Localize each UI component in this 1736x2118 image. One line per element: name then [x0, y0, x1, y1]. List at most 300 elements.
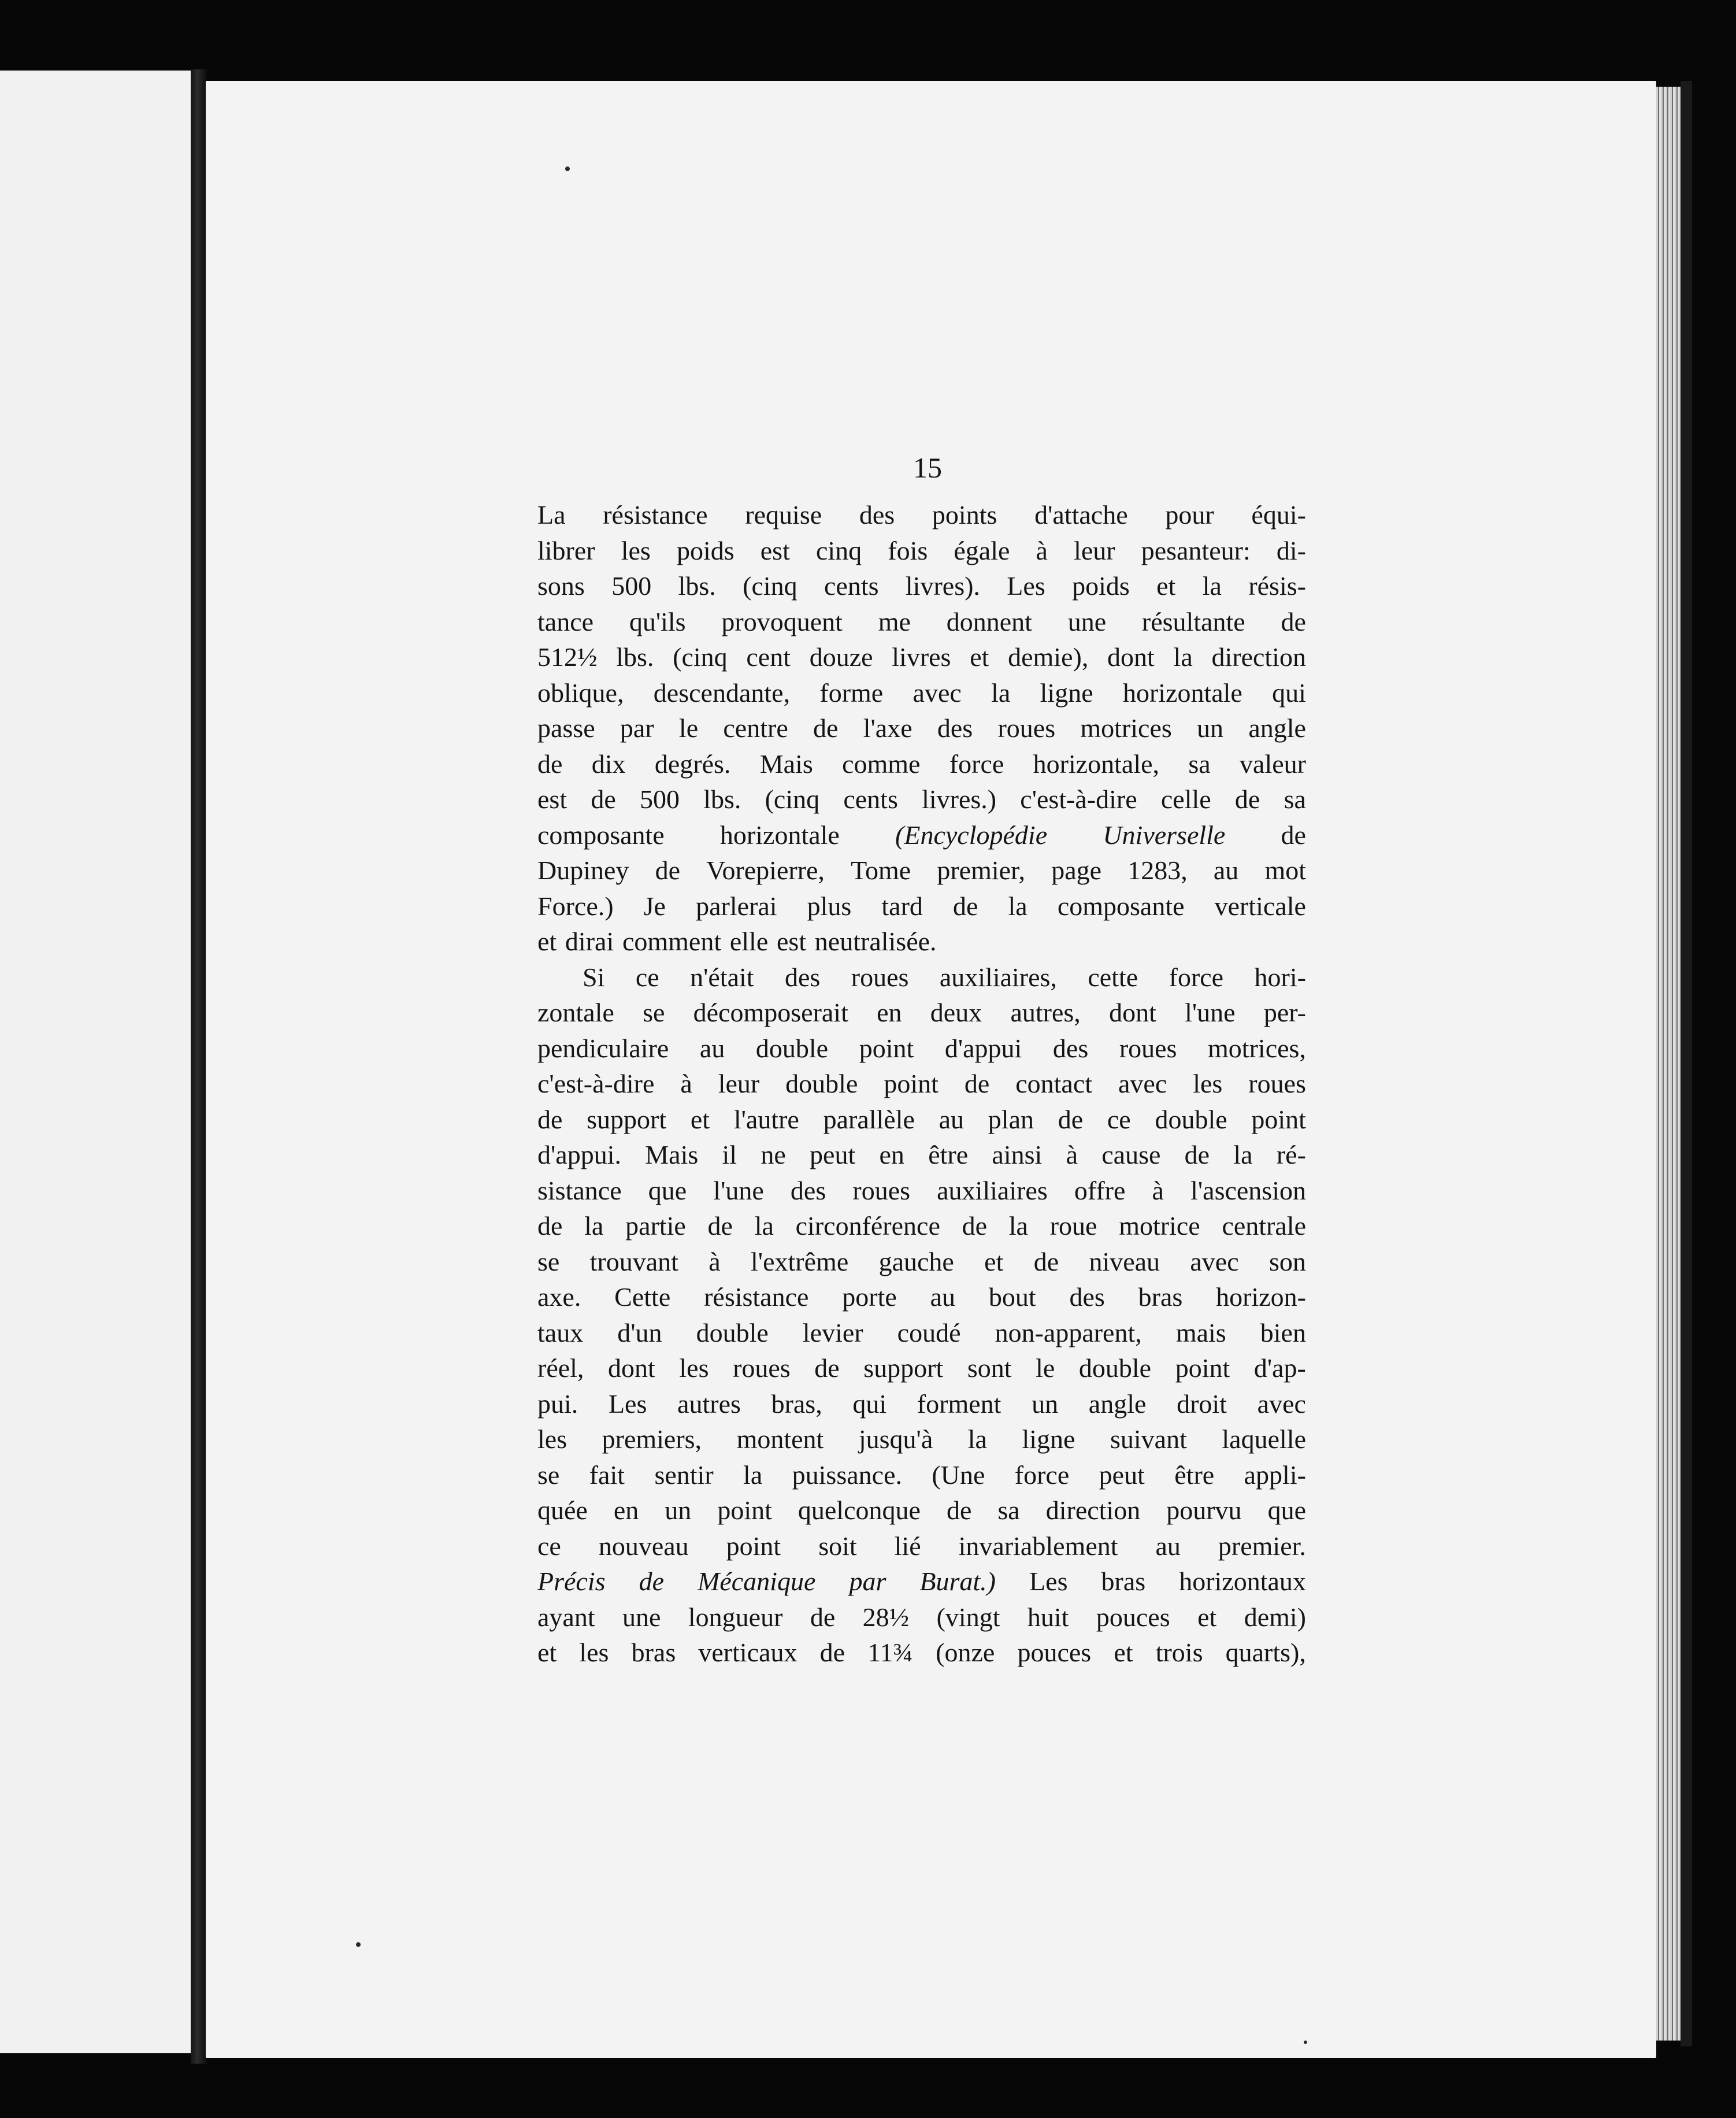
- word: de: [953, 891, 978, 921]
- word: porte: [842, 1282, 897, 1312]
- word: double: [696, 1317, 769, 1347]
- word: premiers,: [602, 1424, 702, 1454]
- word: Mais: [645, 1140, 699, 1169]
- text-line: [537, 746, 1306, 782]
- word: lié: [894, 1531, 921, 1561]
- word: double: [785, 1069, 858, 1098]
- word: direction: [1211, 642, 1306, 672]
- word: qui: [852, 1388, 887, 1419]
- word: oblique,: [537, 677, 624, 708]
- text-line: [537, 1564, 1306, 1599]
- word: roues: [852, 1175, 911, 1205]
- text-line: [537, 1421, 1306, 1457]
- word: coudé: [897, 1317, 961, 1347]
- word: bout: [988, 1282, 1036, 1312]
- word: des: [1052, 1033, 1089, 1063]
- word: huit: [1027, 1602, 1069, 1632]
- word: 500: [611, 571, 652, 601]
- word: horizontale: [719, 820, 840, 850]
- word: donnent: [946, 606, 1032, 636]
- word: gauche: [878, 1246, 954, 1276]
- word: douze: [809, 642, 873, 672]
- word: jusqu'à: [858, 1424, 933, 1454]
- word: qui: [1272, 677, 1306, 708]
- word: trois: [1155, 1638, 1203, 1667]
- word: des: [937, 713, 973, 743]
- word: c'est-à-dire: [1020, 784, 1137, 814]
- word: et: [1197, 1602, 1217, 1632]
- word: horizontale: [1122, 677, 1242, 708]
- paper-speck: [1304, 2041, 1307, 2044]
- word: cinq: [815, 535, 862, 565]
- word: un: [665, 1495, 692, 1525]
- word: quelconque: [797, 1495, 921, 1525]
- word: bien: [1260, 1317, 1306, 1347]
- word: Précis: [537, 1567, 606, 1596]
- text-line: [537, 924, 1306, 960]
- word: les: [1193, 1069, 1223, 1098]
- word: centrale: [1222, 1211, 1306, 1241]
- word: auxiliaires: [937, 1175, 1048, 1205]
- word: 512½: [537, 642, 598, 672]
- word: de: [946, 1495, 972, 1525]
- word: de: [810, 1602, 836, 1632]
- word: Cette: [614, 1282, 671, 1312]
- word: tard: [881, 891, 923, 921]
- text-line: [537, 1279, 1306, 1315]
- word: et: [537, 927, 557, 956]
- word: à: [1036, 535, 1048, 565]
- word: montent: [736, 1424, 824, 1454]
- word: descendante,: [653, 677, 791, 708]
- word: les: [537, 1424, 567, 1454]
- word: bras: [1101, 1567, 1146, 1596]
- word: levier: [802, 1317, 863, 1347]
- word: angle: [1248, 713, 1306, 743]
- paper-speck: [356, 1942, 361, 1947]
- word: cents: [824, 571, 879, 601]
- word: égale: [954, 535, 1010, 565]
- word: me: [878, 606, 911, 636]
- word: sont: [967, 1353, 1012, 1383]
- word: cents: [843, 784, 898, 814]
- word: la: [1008, 1211, 1028, 1241]
- word: per-: [1263, 998, 1306, 1027]
- word: celle: [1160, 784, 1211, 814]
- word: et: [1114, 1638, 1133, 1667]
- word: roue: [1049, 1211, 1097, 1241]
- word: l'autre: [733, 1104, 799, 1134]
- word: horizon-: [1216, 1282, 1306, 1312]
- word: sentir: [654, 1460, 714, 1490]
- word: composante: [537, 820, 665, 850]
- word: roues: [1119, 1033, 1177, 1063]
- word: dirai: [565, 927, 614, 956]
- text-line: [537, 782, 1306, 817]
- word: qu'ils: [629, 606, 686, 636]
- word: un: [1197, 713, 1224, 743]
- text-line: [537, 1457, 1306, 1493]
- word: pour: [1165, 500, 1214, 530]
- word: pourvu: [1166, 1495, 1242, 1525]
- text-line: [537, 1350, 1306, 1386]
- word: dix: [591, 749, 626, 779]
- word: n'était: [690, 962, 754, 992]
- word: verticale: [1214, 891, 1306, 921]
- word: roues: [851, 962, 909, 992]
- text-line: [537, 817, 1306, 853]
- word: point: [884, 1069, 939, 1098]
- word: à: [1066, 1140, 1078, 1169]
- word: invariablement: [958, 1531, 1118, 1561]
- word: non-apparent,: [995, 1317, 1142, 1347]
- word: que: [648, 1175, 687, 1205]
- word: au: [1213, 856, 1239, 885]
- word: les: [579, 1638, 609, 1667]
- word: se: [643, 998, 665, 1027]
- word: mot: [1264, 856, 1306, 885]
- word: point: [1175, 1353, 1230, 1383]
- word: (cinq: [673, 642, 728, 672]
- word: forme: [819, 677, 884, 708]
- word: 11¾: [867, 1638, 914, 1667]
- word: zontale: [537, 998, 614, 1027]
- word: de: [1184, 1140, 1210, 1169]
- word: Universelle: [1103, 820, 1226, 850]
- word: être: [928, 1140, 969, 1169]
- word: résis-: [1248, 571, 1306, 601]
- word: la: [754, 1211, 774, 1241]
- text-line: [537, 568, 1306, 604]
- text-line: [537, 960, 1306, 995]
- word: résistance: [704, 1282, 809, 1312]
- word: provoquent: [721, 606, 843, 636]
- word: verticaux: [698, 1638, 797, 1667]
- paragraph: [537, 497, 1306, 960]
- word: de: [1234, 784, 1260, 814]
- word: l'une: [1185, 998, 1236, 1027]
- word: droit: [1177, 1388, 1227, 1419]
- word: cent: [746, 642, 791, 672]
- word: un: [1032, 1388, 1059, 1419]
- word: d'ap-: [1253, 1353, 1306, 1383]
- paper-speck: [565, 166, 570, 171]
- word: cette: [1088, 962, 1138, 992]
- word: horizontale,: [1033, 749, 1160, 779]
- word: (onze: [936, 1638, 995, 1667]
- word: leur: [718, 1069, 760, 1098]
- word: cause: [1101, 1140, 1161, 1169]
- word: elle: [729, 927, 769, 956]
- word: roues: [733, 1353, 791, 1383]
- word: hori-: [1254, 962, 1306, 992]
- word: degrés.: [654, 749, 731, 779]
- word: de: [537, 1211, 563, 1241]
- word: peut: [1099, 1460, 1145, 1490]
- word: avec: [1118, 1069, 1167, 1098]
- word: requise: [745, 500, 822, 530]
- word: plus: [807, 891, 852, 921]
- word: motrice: [1119, 1211, 1200, 1241]
- word: suivant: [1110, 1424, 1187, 1454]
- word: c'est-à-dire: [537, 1069, 655, 1098]
- text-line: [537, 1315, 1306, 1351]
- word: nouveau: [598, 1531, 689, 1561]
- word: trouvant: [589, 1246, 678, 1276]
- text-line: [537, 995, 1306, 1031]
- word: d'attache: [1034, 500, 1128, 530]
- word: à: [709, 1246, 721, 1276]
- text-line: [537, 1066, 1306, 1102]
- word: la: [1233, 1140, 1253, 1169]
- word: 28½: [862, 1602, 910, 1632]
- word: premier.: [1218, 1531, 1306, 1561]
- word: pesanteur:: [1141, 535, 1251, 565]
- word: ce: [635, 962, 659, 992]
- word: double: [755, 1033, 829, 1063]
- text-line: [537, 1493, 1306, 1528]
- word: support: [587, 1104, 667, 1134]
- word: que: [1267, 1495, 1306, 1525]
- paragraph: [537, 960, 1306, 1671]
- word: demie),: [1008, 642, 1089, 672]
- text-line: [537, 1599, 1306, 1635]
- word: résistance: [603, 500, 708, 530]
- word: ayant: [537, 1602, 595, 1632]
- word: le: [678, 713, 699, 743]
- page-stack-shadow: [1681, 81, 1692, 2046]
- word: de: [819, 1638, 845, 1667]
- word: de: [591, 784, 616, 814]
- word: soit: [818, 1531, 857, 1561]
- word: de: [962, 1211, 988, 1241]
- word: Tome: [851, 856, 911, 885]
- word: circonférence: [795, 1211, 940, 1241]
- word: double: [1078, 1353, 1152, 1383]
- word: leur: [1074, 535, 1115, 565]
- word: en: [877, 998, 902, 1027]
- word: à: [680, 1069, 692, 1098]
- word: (vingt: [936, 1602, 1000, 1632]
- word: le: [1036, 1353, 1055, 1383]
- word: comment: [622, 927, 722, 956]
- word: Les: [1029, 1567, 1068, 1596]
- word: de: [655, 856, 680, 885]
- page-number: 15: [913, 451, 942, 484]
- word: poids: [676, 535, 735, 565]
- word: fait: [589, 1460, 625, 1490]
- word: de: [537, 749, 563, 779]
- word: di-: [1276, 535, 1306, 565]
- word: l'extrême: [751, 1246, 849, 1276]
- word: valeur: [1240, 749, 1306, 779]
- word: poids: [1072, 571, 1130, 601]
- word: Mécanique: [698, 1567, 816, 1596]
- word: bras: [631, 1638, 676, 1667]
- word: Force.): [537, 891, 614, 921]
- word: puissance.: [792, 1460, 902, 1490]
- word: Je: [643, 891, 666, 921]
- word: ré-: [1276, 1140, 1306, 1169]
- word: se: [537, 1460, 560, 1490]
- word: motrices: [1080, 713, 1172, 743]
- word: une: [622, 1602, 661, 1632]
- word: et: [537, 1638, 557, 1667]
- word: dont: [1107, 642, 1155, 672]
- word: l'une: [713, 1175, 764, 1205]
- word: de: [1281, 606, 1306, 636]
- word: dont: [608, 1353, 655, 1383]
- word: d'un: [617, 1317, 662, 1347]
- word: est: [760, 535, 790, 565]
- word: page: [1051, 856, 1102, 885]
- word: composante: [1057, 891, 1185, 921]
- word: ce: [537, 1531, 561, 1561]
- word: et: [970, 642, 989, 672]
- word: de: [537, 1104, 563, 1134]
- book-gutter: [191, 69, 207, 2064]
- word: mais: [1175, 1317, 1226, 1347]
- word: au: [930, 1282, 956, 1312]
- word: la: [991, 677, 1011, 708]
- word: avec: [1190, 1246, 1239, 1276]
- word: des: [859, 500, 895, 530]
- word: force: [1014, 1460, 1070, 1490]
- word: points: [932, 500, 997, 530]
- word: de: [1033, 1246, 1059, 1276]
- word: pouces: [1096, 1602, 1170, 1632]
- word: des: [790, 1175, 826, 1205]
- word: fois: [888, 535, 928, 565]
- word: point: [717, 1495, 772, 1525]
- word: parlerai: [696, 891, 777, 921]
- text-line: [537, 853, 1306, 888]
- word: de: [707, 1211, 733, 1241]
- word: son: [1268, 1246, 1306, 1276]
- word: ce: [1107, 1104, 1131, 1134]
- text-line: [537, 1137, 1306, 1173]
- word: forment: [917, 1388, 1001, 1419]
- word: la: [743, 1460, 763, 1490]
- word: de: [1281, 820, 1306, 850]
- previous-page-edge: [0, 71, 193, 2053]
- word: livres: [892, 642, 951, 672]
- word: l'ascension: [1190, 1175, 1306, 1205]
- word: ainsi: [992, 1140, 1043, 1169]
- word: réel,: [537, 1353, 584, 1383]
- word: lbs.: [616, 642, 654, 672]
- body-text: [537, 497, 1306, 1671]
- word: appli-: [1244, 1460, 1306, 1490]
- word: résultante: [1141, 606, 1245, 636]
- text-line: [537, 710, 1306, 746]
- word: à: [1152, 1175, 1164, 1205]
- word: direction: [1045, 1495, 1141, 1525]
- word: force: [949, 749, 1004, 779]
- word: avec: [912, 677, 962, 708]
- word: sons: [537, 571, 585, 601]
- word: force: [1169, 962, 1224, 992]
- word: la: [584, 1211, 604, 1241]
- word: bras,: [771, 1388, 822, 1419]
- word: quée: [537, 1495, 588, 1525]
- word: point: [726, 1531, 781, 1561]
- word: quarts),: [1225, 1638, 1306, 1667]
- word: centre: [723, 713, 788, 743]
- word: les: [621, 535, 651, 565]
- word: longueur: [688, 1602, 783, 1632]
- word: deux: [930, 998, 982, 1027]
- text-line: [537, 1031, 1306, 1067]
- word: parallèle: [823, 1104, 915, 1134]
- text-line: [537, 1528, 1306, 1564]
- word: de: [639, 1567, 664, 1596]
- word: auxiliaires,: [939, 962, 1057, 992]
- word: pendiculaire: [537, 1033, 669, 1063]
- word: sistance: [537, 1175, 622, 1205]
- word: demi): [1244, 1602, 1306, 1632]
- word: de: [814, 1353, 840, 1383]
- word: livres.): [922, 784, 997, 814]
- page-stack-edges: [1656, 87, 1681, 2041]
- word: 500: [639, 784, 680, 814]
- word: Mais: [759, 749, 813, 779]
- word: plan: [988, 1104, 1034, 1134]
- word: autres: [677, 1388, 741, 1419]
- word: tance: [537, 606, 594, 636]
- word: pouces: [1017, 1638, 1092, 1667]
- word: par: [849, 1567, 886, 1596]
- word: d'appui.: [537, 1140, 621, 1169]
- word: au: [1155, 1531, 1181, 1561]
- word: en: [879, 1140, 904, 1169]
- word: est: [537, 784, 567, 814]
- word: ligne: [1040, 677, 1093, 708]
- word: et: [690, 1104, 710, 1134]
- text-line: [537, 888, 1306, 924]
- word: Burat.): [919, 1567, 996, 1596]
- word: point: [1251, 1104, 1306, 1134]
- word: Les: [608, 1388, 647, 1419]
- word: partie: [625, 1211, 686, 1241]
- word: offre: [1074, 1175, 1126, 1205]
- word: autres,: [1010, 998, 1081, 1027]
- word: la: [1202, 571, 1222, 601]
- word: point: [859, 1033, 914, 1063]
- word: les: [679, 1353, 709, 1383]
- word: peut: [810, 1140, 856, 1169]
- word: il: [722, 1140, 737, 1169]
- word: neutralisée.: [814, 927, 937, 956]
- word: comme: [842, 749, 921, 779]
- word: sa: [1188, 749, 1211, 779]
- text-line: [537, 533, 1306, 569]
- word: d'appui: [944, 1033, 1022, 1063]
- text-line: [537, 604, 1306, 640]
- word: être: [1174, 1460, 1215, 1490]
- word: l'axe: [863, 713, 912, 743]
- word: de: [1058, 1104, 1084, 1134]
- text-line: [537, 1386, 1306, 1422]
- word: Dupiney: [537, 856, 629, 885]
- word: (cinq: [743, 571, 797, 601]
- word: livres).: [905, 571, 980, 601]
- word: en: [613, 1495, 639, 1525]
- word: la: [1173, 642, 1193, 672]
- word: au: [939, 1104, 965, 1134]
- word: bras: [1138, 1282, 1183, 1312]
- word: pui.: [537, 1388, 578, 1419]
